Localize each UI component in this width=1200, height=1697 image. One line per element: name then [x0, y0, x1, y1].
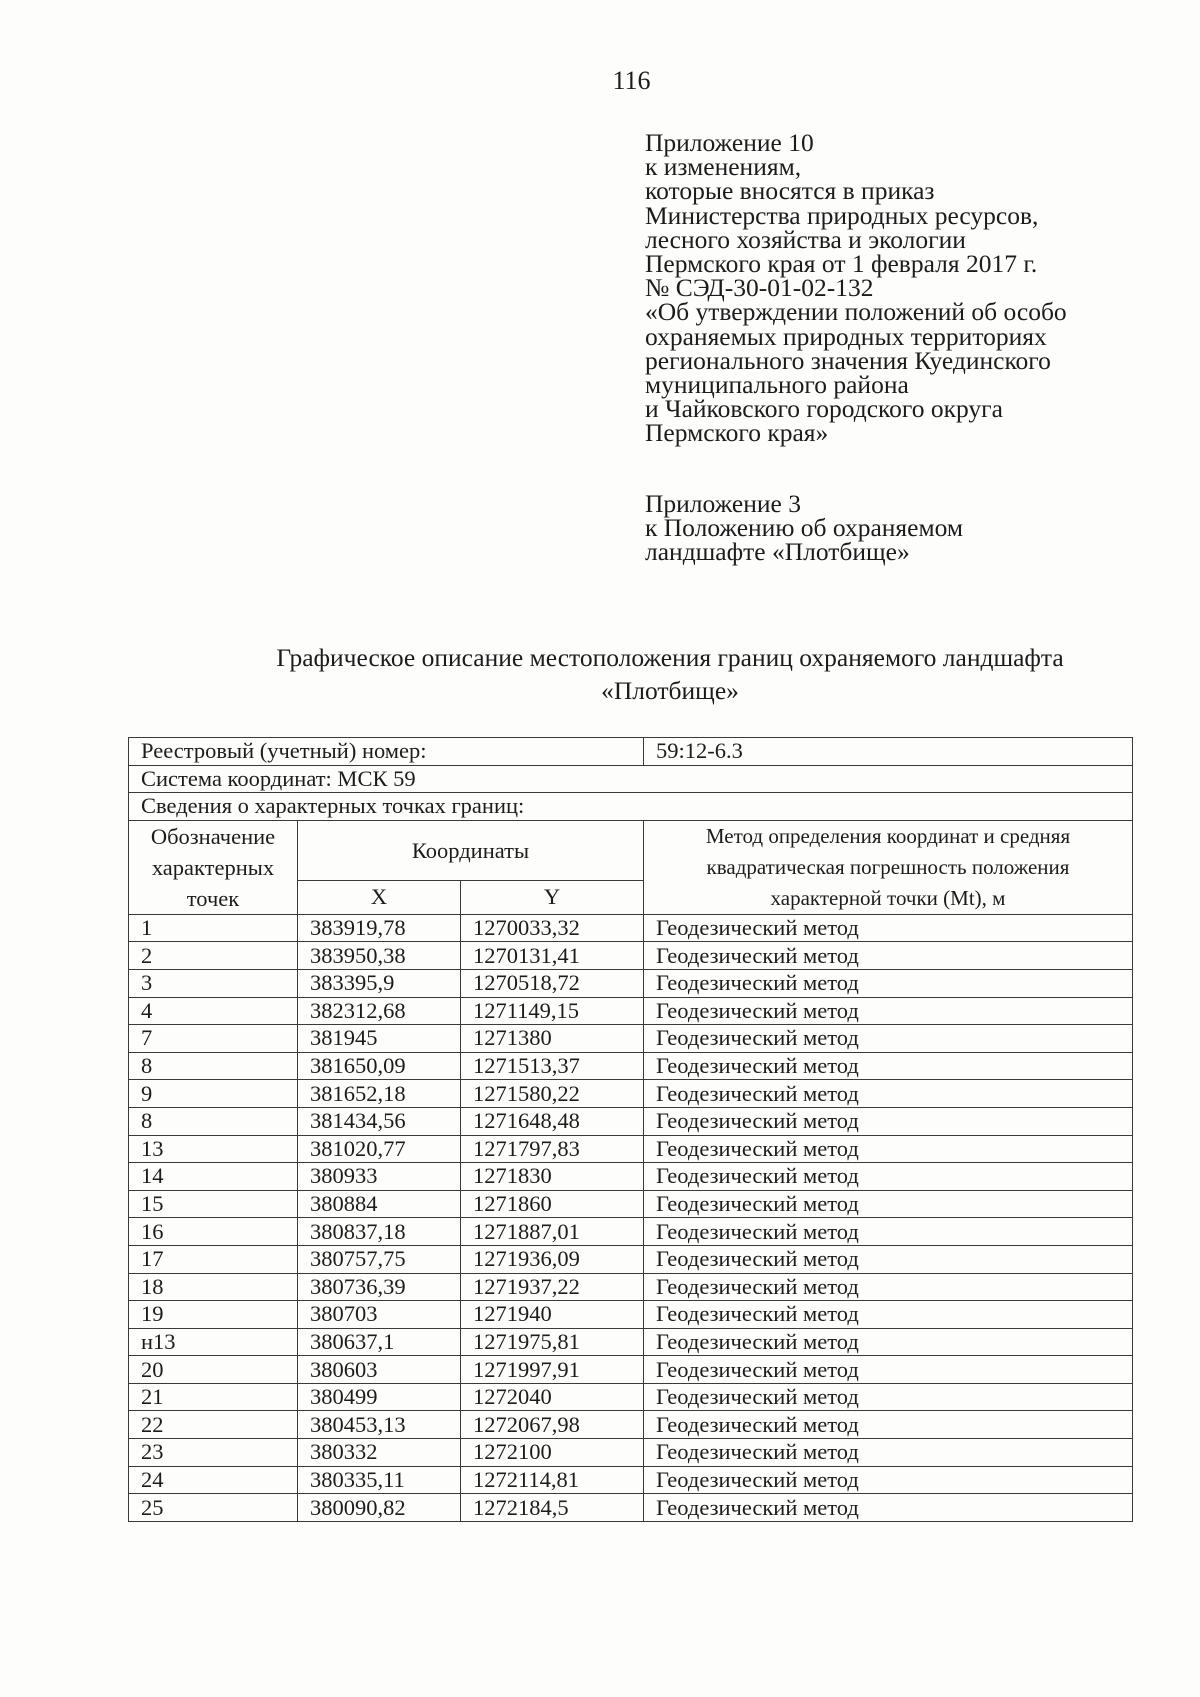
x-cell: 383919,78 [298, 914, 461, 942]
table-row [129, 1356, 1133, 1384]
y-cell: 1271380 [461, 1025, 644, 1053]
y-cell: 1270518,72 [461, 969, 644, 997]
point-id-cell: 19 [129, 1301, 298, 1329]
x-cell: 380335,11 [298, 1466, 461, 1494]
col-header-method: Метод определения координат и средняя квадратическая погрешность положения характерной точки (Mt), м [644, 820, 1133, 914]
coord-system-row [129, 765, 1133, 793]
method-cell: Геодезический метод [644, 1135, 1133, 1163]
point-id-cell: 8 [129, 1052, 298, 1080]
table-row [129, 1411, 1133, 1439]
annex-main-line: к изменениям, [645, 152, 802, 182]
page-number: 116 [612, 66, 651, 95]
boundary-points-table [128, 737, 1133, 1522]
y-cell: 1271997,91 [461, 1356, 644, 1384]
y-cell: 1271830 [461, 1163, 644, 1191]
point-id-cell: 13 [129, 1135, 298, 1163]
table-row [129, 1383, 1133, 1411]
y-cell: 1271887,01 [461, 1218, 644, 1246]
table-row [129, 1190, 1133, 1218]
annex-main-line: Министерства природных ресурсов, [645, 200, 1039, 230]
method-cell: Геодезический метод [644, 1356, 1133, 1384]
annex-sub-line: Приложение 3 [645, 489, 801, 518]
point-id-cell: 22 [129, 1411, 298, 1439]
point-id-cell: 2 [129, 942, 298, 970]
y-cell: 1271975,81 [461, 1328, 644, 1356]
table-row [129, 1301, 1133, 1329]
col-header-coords: Координаты [298, 820, 644, 880]
method-cell: Геодезический метод [644, 1107, 1133, 1135]
y-cell: 1271580,22 [461, 1080, 644, 1108]
x-cell: 380703 [298, 1301, 461, 1329]
y-cell: 1271797,83 [461, 1135, 644, 1163]
y-cell: 1272067,98 [461, 1411, 644, 1439]
point-id-cell: 20 [129, 1356, 298, 1384]
method-cell: Геодезический метод [644, 1411, 1133, 1439]
col-header-y: Y [461, 881, 644, 915]
table-row [129, 1135, 1133, 1163]
col-header-x: X [298, 881, 461, 915]
annex-main-line: и Чайковского городского округа [645, 394, 1003, 424]
method-cell: Геодезический метод [644, 1080, 1133, 1108]
x-cell: 380884 [298, 1190, 461, 1218]
registry-label: Реестровый (учетный) номер: [129, 738, 644, 766]
coord-system: Система координат: МСК 59 [129, 765, 1133, 793]
y-cell: 1271648,48 [461, 1107, 644, 1135]
method-cell: Геодезический метод [644, 969, 1133, 997]
x-cell: 380637,1 [298, 1328, 461, 1356]
point-id-cell: 23 [129, 1439, 298, 1467]
method-cell: Геодезический метод [644, 1025, 1133, 1053]
points-info-row [129, 793, 1133, 821]
method-cell: Геодезический метод [644, 997, 1133, 1025]
point-id-cell: 4 [129, 997, 298, 1025]
x-cell: 380090,82 [298, 1494, 461, 1522]
y-cell: 1272040 [461, 1383, 644, 1411]
x-cell: 380332 [298, 1439, 461, 1467]
point-id-cell: 1 [129, 914, 298, 942]
x-cell: 380933 [298, 1163, 461, 1191]
x-cell: 382312,68 [298, 997, 461, 1025]
table-row [129, 969, 1133, 997]
y-cell: 1272114,81 [461, 1466, 644, 1494]
point-id-cell: 3 [129, 969, 298, 997]
table-row [129, 1273, 1133, 1301]
annex-main-line: охраняемых природных территориях [645, 321, 1047, 351]
table-row [129, 1218, 1133, 1246]
annex-main-line: Приложение 10 [645, 128, 814, 157]
method-cell: Геодезический метод [644, 1245, 1133, 1273]
annex-sub-line: ландшафте «Плотбище» [645, 537, 910, 567]
y-cell: 1272100 [461, 1439, 644, 1467]
method-cell: Геодезический метод [644, 1218, 1133, 1246]
method-cell: Геодезический метод [644, 1190, 1133, 1218]
table-row [129, 1245, 1133, 1273]
annex-main-line: Пермского края» [645, 418, 829, 448]
point-id-cell: 9 [129, 1080, 298, 1108]
y-cell: 1272184,5 [461, 1494, 644, 1522]
annex-sub-block [645, 489, 1165, 567]
col-header-point: Обозначение характерных точек [129, 820, 298, 914]
x-cell: 380603 [298, 1356, 461, 1384]
x-cell: 380837,18 [298, 1218, 461, 1246]
method-cell: Геодезический метод [644, 914, 1133, 942]
x-cell: 380757,75 [298, 1245, 461, 1273]
y-cell: 1271937,22 [461, 1273, 644, 1301]
y-cell: 1270033,32 [461, 914, 644, 942]
table-row [129, 1107, 1133, 1135]
point-id-cell: 8 [129, 1107, 298, 1135]
x-cell: 380453,13 [298, 1411, 461, 1439]
document-title-line-2: «Плотбище» [601, 676, 739, 705]
table-row [129, 1163, 1133, 1191]
method-cell: Геодезический метод [644, 1494, 1133, 1522]
y-cell: 1271940 [461, 1301, 644, 1329]
method-cell: Геодезический метод [644, 1383, 1133, 1411]
point-id-cell: 21 [129, 1383, 298, 1411]
annex-main-line: № СЭД-30-01-02-132 [645, 273, 874, 303]
method-cell: Геодезический метод [644, 1439, 1133, 1467]
method-cell: Геодезический метод [644, 942, 1133, 970]
point-id-cell: 17 [129, 1245, 298, 1273]
annex-main-line: муниципального района [645, 370, 909, 400]
method-cell: Геодезический метод [644, 1466, 1133, 1494]
document-title [210, 641, 1130, 707]
table-row [129, 1466, 1133, 1494]
y-cell: 1271936,09 [461, 1245, 644, 1273]
x-cell: 381650,09 [298, 1052, 461, 1080]
points-info: Сведения о характерных точках границ: [129, 793, 1133, 821]
document-title-line-1: Графическое описание местоположения границ охраняемого ландшафта [276, 643, 1064, 672]
table-row [129, 1439, 1133, 1467]
x-cell: 381652,18 [298, 1080, 461, 1108]
point-id-cell: 15 [129, 1190, 298, 1218]
x-cell: 380499 [298, 1383, 461, 1411]
annex-main-line: Пермского края от 1 февраля 2017 г. [645, 249, 1038, 279]
method-cell: Геодезический метод [644, 1052, 1133, 1080]
point-id-cell: 18 [129, 1273, 298, 1301]
table-row [129, 1052, 1133, 1080]
x-cell: 380736,39 [298, 1273, 461, 1301]
annex-main-line: «Об утверждении положений об особо [645, 297, 1067, 327]
annex-main-line: регионального значения Куединского [645, 345, 1051, 375]
point-id-cell: 24 [129, 1466, 298, 1494]
x-cell: 383950,38 [298, 942, 461, 970]
point-id-cell: 25 [129, 1494, 298, 1522]
annex-main-block [645, 128, 1165, 448]
header-row-1 [129, 820, 1133, 880]
point-id-cell: 14 [129, 1163, 298, 1191]
point-id-cell: 7 [129, 1025, 298, 1053]
method-cell: Геодезический метод [644, 1163, 1133, 1191]
point-id-cell: 16 [129, 1218, 298, 1246]
table-row [129, 1080, 1133, 1108]
method-cell: Геодезический метод [644, 1273, 1133, 1301]
table-row [129, 1328, 1133, 1356]
table-row [129, 1494, 1133, 1522]
x-cell: 381945 [298, 1025, 461, 1053]
x-cell: 381020,77 [298, 1135, 461, 1163]
table-row [129, 1025, 1133, 1053]
x-cell: 383395,9 [298, 969, 461, 997]
y-cell: 1271860 [461, 1190, 644, 1218]
registry-value: 59:12-6.3 [644, 738, 1133, 766]
y-cell: 1271149,15 [461, 997, 644, 1025]
method-cell: Геодезический метод [644, 1328, 1133, 1356]
registry-row [129, 738, 1133, 766]
point-id-cell: н13 [129, 1328, 298, 1356]
annex-main-line: лесного хозяйства и экологии [645, 224, 966, 254]
y-cell: 1270131,41 [461, 942, 644, 970]
table-row [129, 914, 1133, 942]
table-row [129, 997, 1133, 1025]
x-cell: 381434,56 [298, 1107, 461, 1135]
annex-main-line: которые вносятся в приказ [645, 176, 935, 206]
y-cell: 1271513,37 [461, 1052, 644, 1080]
table-row [129, 942, 1133, 970]
annex-sub-line: к Положению об охраняемом [645, 513, 964, 543]
method-cell: Геодезический метод [644, 1301, 1133, 1329]
